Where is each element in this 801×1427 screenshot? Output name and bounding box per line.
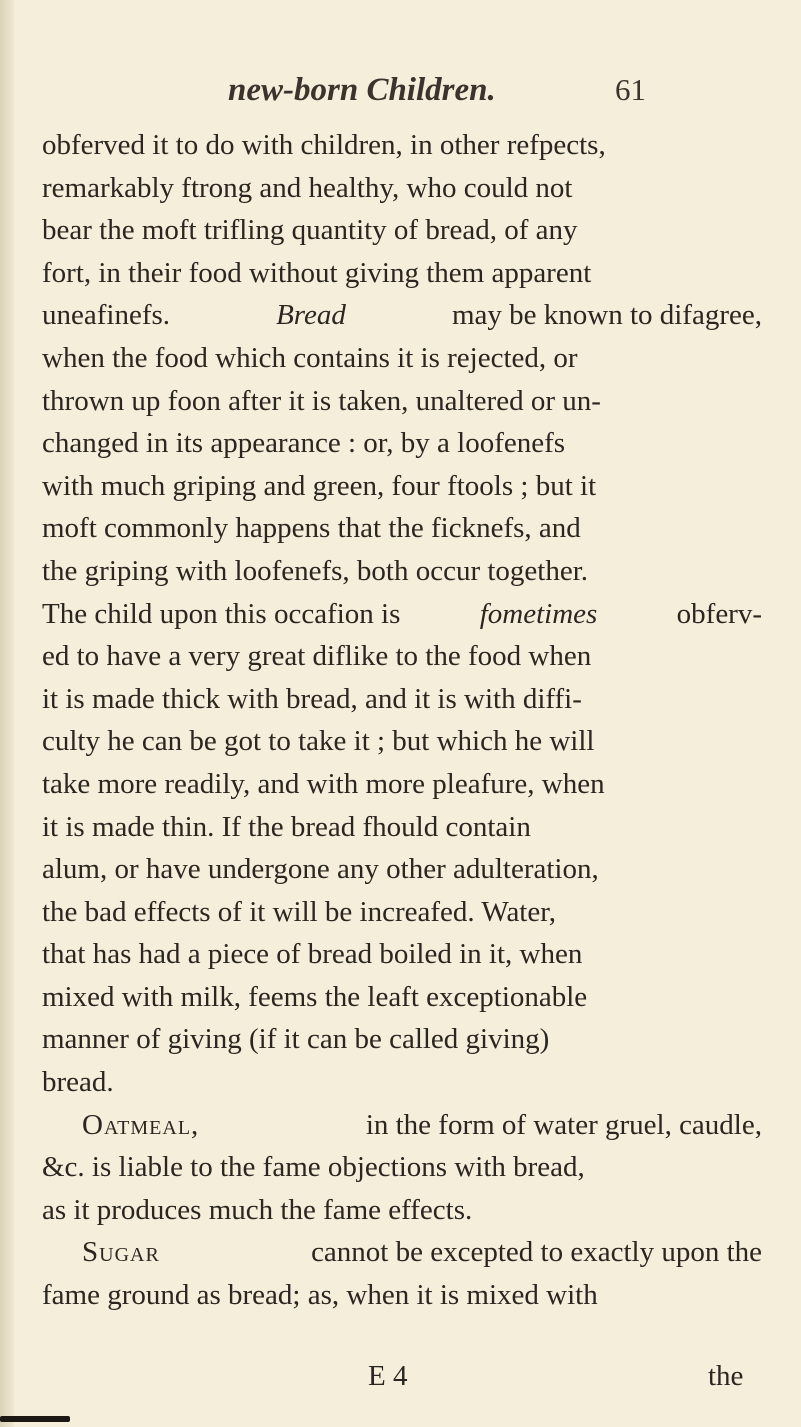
text-line: culty he can be got to take it ; but which he will xyxy=(42,725,595,758)
body-text xyxy=(42,124,762,1317)
small-caps-word: Oatmeal, xyxy=(82,1108,200,1141)
text-line: bear the moft trifling quantity of bread, of any xyxy=(42,214,578,247)
catchword: the xyxy=(708,1360,744,1392)
running-title: new-born Children. xyxy=(228,72,496,108)
text-line: The child upon this occafion is fometimes obferv- xyxy=(42,593,762,636)
text-line: &c. is liable to the fame objections with bread, xyxy=(42,1151,585,1184)
text-line: changed in its appearance : or, by a loofenefs xyxy=(42,427,566,460)
text-line: fort, in their food without giving them apparent xyxy=(42,256,592,289)
text-line: Sugar cannot be excepted to exactly upon the xyxy=(42,1231,762,1274)
text-line: that has had a piece of bread boiled in it, when xyxy=(42,938,583,971)
signature-mark: E 4 xyxy=(368,1360,408,1392)
bottom-edge-mark xyxy=(0,1416,70,1422)
text-line: manner of giving (if it can be called giving) xyxy=(42,1023,550,1056)
text-line: ed to have a very great diflike to the food when xyxy=(42,640,592,673)
text-line: moft commonly happens that the ficknefs, and xyxy=(42,512,581,545)
page-gutter-shadow xyxy=(0,0,14,1427)
text-line: with much griping and green, four ftools ; but it xyxy=(42,469,597,502)
text-line: fame ground as bread; as, when it is mixed with xyxy=(42,1279,598,1312)
text-line: alum, or have undergone any other adulteration, xyxy=(42,853,599,886)
text-line: thrown up foon after it is taken, unaltered or un- xyxy=(42,384,601,417)
text-line: when the food which contains it is rejected, or xyxy=(42,341,578,374)
text-line: take more readily, and with more pleafure, when xyxy=(42,767,605,800)
text-line: it is made thick with bread, and it is with diffi- xyxy=(42,682,582,715)
text-line: remarkably ftrong and healthy, who could not xyxy=(42,171,573,204)
italic-word: Bread xyxy=(276,299,346,332)
small-caps-word: Sugar xyxy=(82,1236,160,1269)
text-line: obferved it to do with children, in other refpects, xyxy=(42,129,606,161)
page-footer xyxy=(0,1360,801,1400)
text-line: the griping with loofenefs, both occur together. xyxy=(42,554,589,587)
page-number: 61 xyxy=(615,72,646,107)
text-line: the bad effects of it will be increafed. Water, xyxy=(42,895,556,928)
text-line: bread. xyxy=(42,1066,114,1099)
text-line: mixed with milk, feems the leaft exceptionable xyxy=(42,980,588,1013)
text-line: it is made thin. If the bread fhould contain xyxy=(42,810,531,843)
text-line: as it produces much the fame effects. xyxy=(42,1193,473,1226)
page-header xyxy=(0,72,801,116)
italic-word: fometimes xyxy=(479,597,598,630)
text-line: uneafinefs. Bread may be known to difagree, xyxy=(42,294,762,337)
text-line: Oatmeal, in the form of water gruel, caudle, xyxy=(42,1104,762,1147)
